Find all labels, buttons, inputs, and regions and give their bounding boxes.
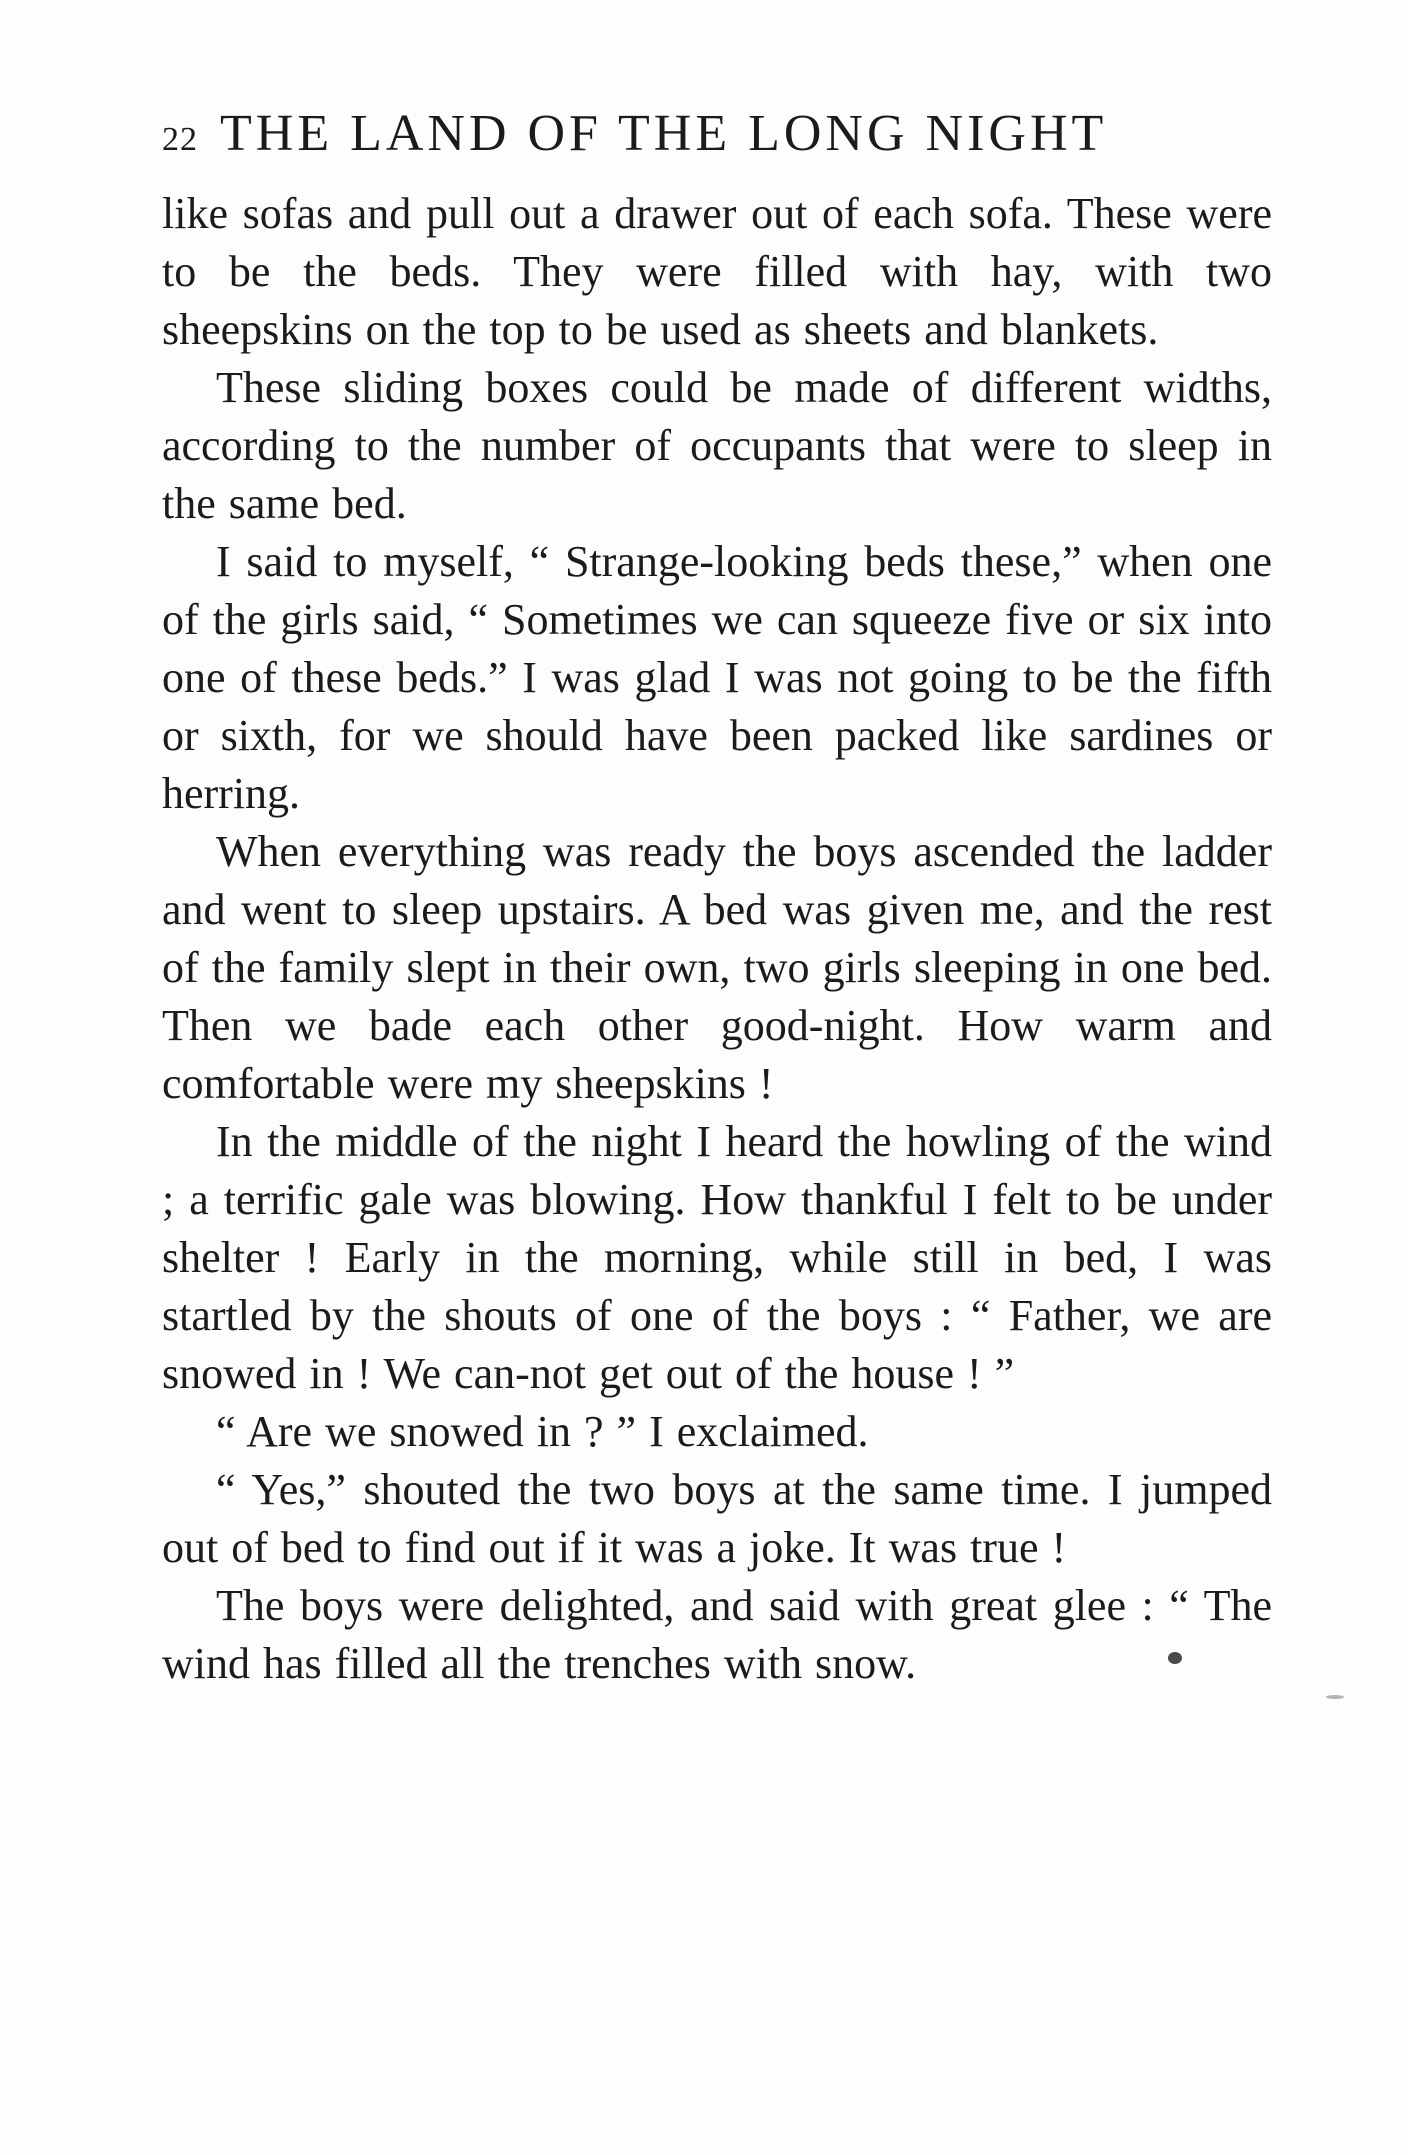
ink-blot-mark	[1168, 1652, 1182, 1664]
body-text	[162, 185, 1272, 1693]
ink-speck-mark	[1326, 1695, 1344, 1699]
running-head	[162, 104, 1272, 163]
paragraph-2: These sliding boxes could be made of different widths, according to the number of occupants that were to sleep in the same bed.	[162, 363, 1272, 528]
paragraph-5: In the middle of the night I heard the howling of the wind ; a terrific gale was blowing. How thankful I felt to be under shelter ! Early in the morning, while still in bed, I was startled by the shouts of one of the boys : “ Father, we are snowed in ! We can-not get out of the house ! ”	[162, 1117, 1272, 1398]
paragraph-3: I said to myself, “ Strange-looking beds these,” when one of the girls said, “ Sometimes we can squeeze five or six into one of these beds.” I was glad I was not going to be the fifth or sixth, for we should have been packed like sardines or herring.	[162, 537, 1272, 818]
paragraph-1: like sofas and pull out a drawer out of each sofa. These were to be the beds. They were filled with hay, with two sheepskins on the top to be used as sheets and blankets.	[162, 189, 1272, 354]
paragraph-6: “ Are we snowed in ? ” I exclaimed.	[216, 1407, 869, 1456]
paragraph-4: When everything was ready the boys ascended the ladder and went to sleep upstairs. A bed was given me, and the rest of the family slept in their own, two girls sleeping in one bed. Then we bade each other good-night. How warm and comfortable were my sheepskins !	[162, 827, 1272, 1108]
page-number: 22	[162, 121, 198, 158]
paragraph-7: “ Yes,” shouted the two boys at the same time. I jumped out of bed to find out if it was a joke. It was true !	[162, 1465, 1272, 1572]
running-title: THE LAND OF THE LONG NIGHT	[220, 105, 1108, 162]
paragraph-8: The boys were delighted, and said with great glee : “ The wind has filled all the trenches with snow.	[162, 1581, 1272, 1688]
